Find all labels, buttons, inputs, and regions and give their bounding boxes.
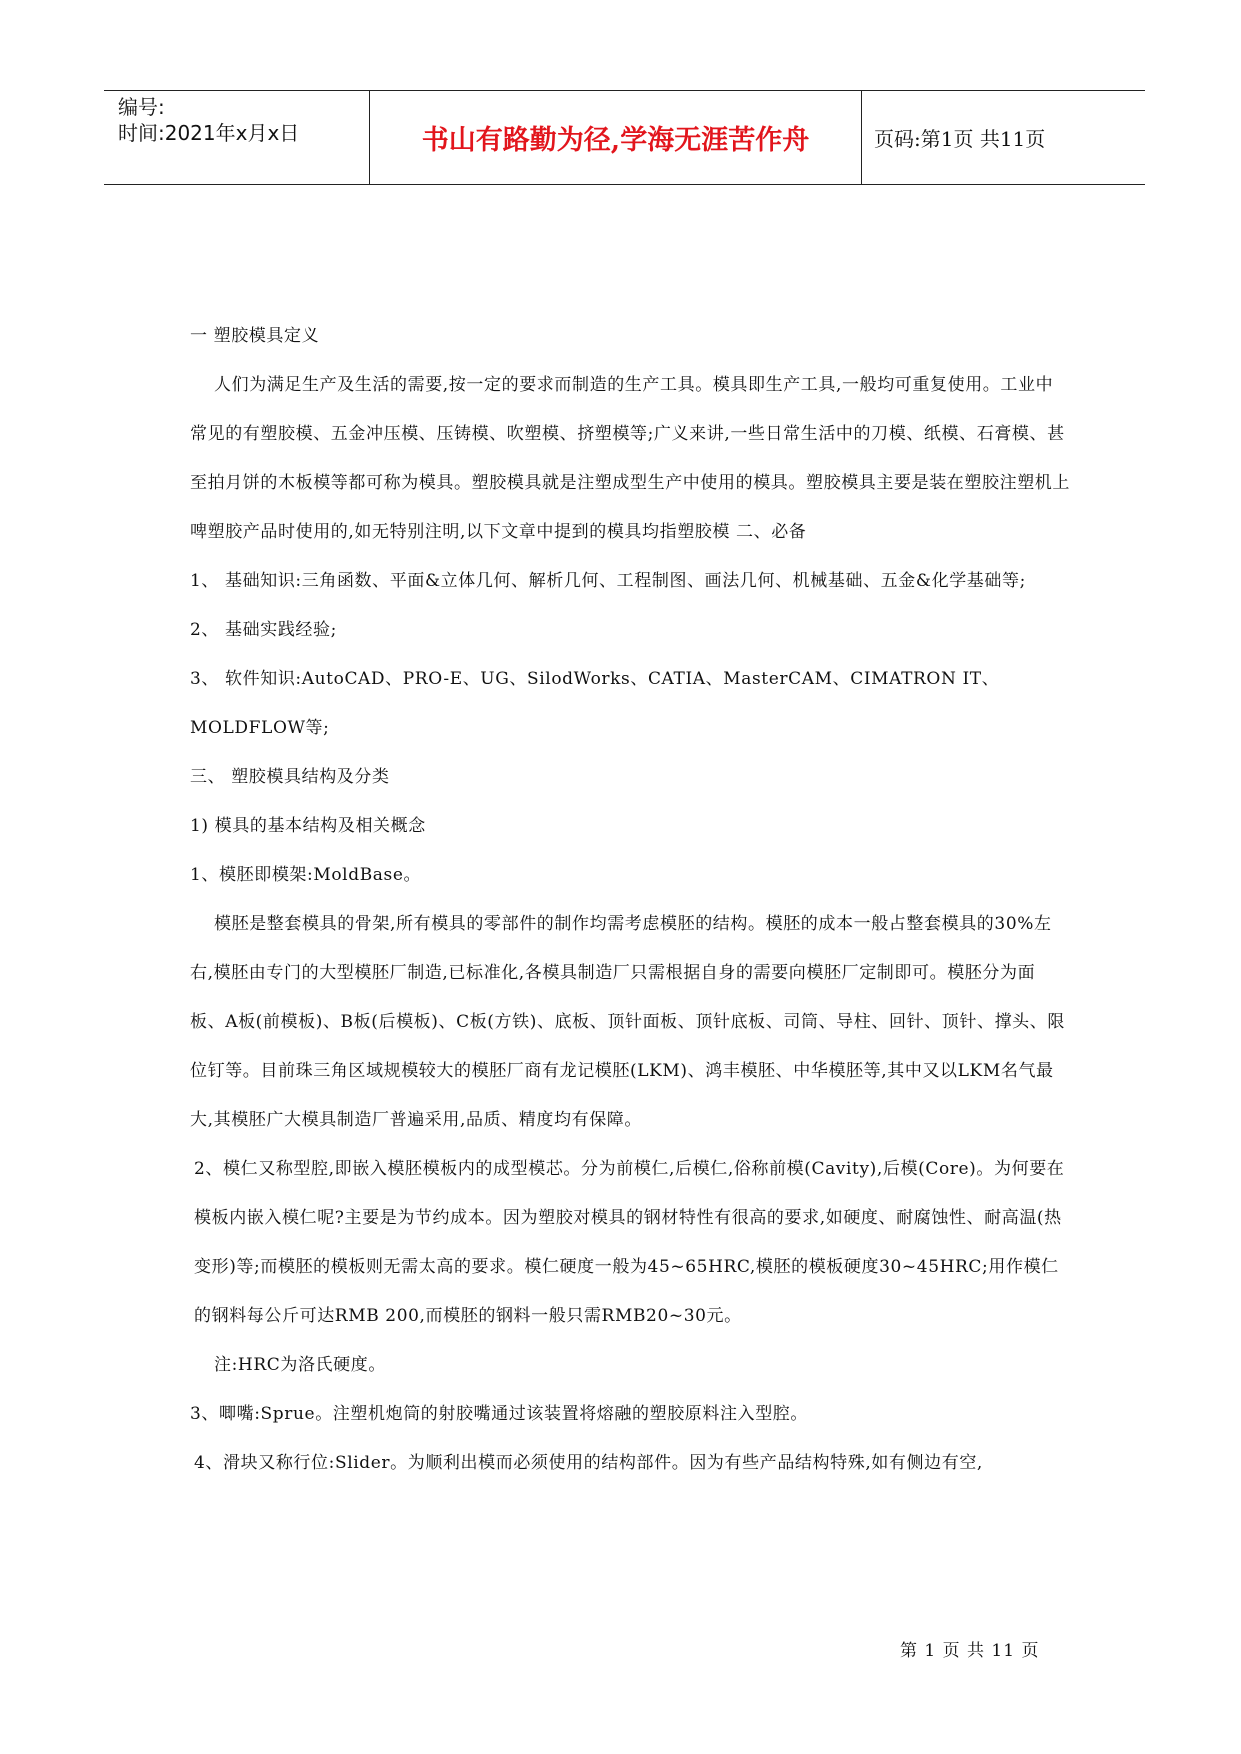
point-sprue: 3、唧嘴:Sprue。注塑机炮筒的射胶嘴通过该装置将熔融的塑胶原料注入型腔。 (190, 1404, 809, 1424)
page-header (104, 90, 1145, 185)
header-page-number: 页码:第1页 共11页 (874, 127, 1046, 151)
document-number-label: 编号: (118, 95, 165, 119)
header-divider-right (861, 91, 862, 184)
list-item-software-knowledge: 3、 软件知识:AutoCAD、PRO-E、UG、SilodWorks、CATIA、MasterCAM、CIMATRON IT、MOLDFLOW等; (190, 669, 1000, 738)
paragraph-definition: 人们为满足生产及生活的需要,按一定的要求而制造的生产工具。模具即生产工具,一般均可重复使用。工业中常见的有塑胶模、五金冲压模、压铸模、吹塑模、挤塑模等;广义来讲,一些日常生活中的刀模、纸模、石膏模、甚至拍月饼的木板模等都可称为模具。塑胶模具就是注塑成型生产中使用的模具。塑胶模具主要是装在塑胶注塑机上啤塑胶产品时使用的,如无特别注明,以下文章中提到的模具均指塑胶模 二、必备 (190, 375, 1070, 542)
note-hrc: 注:HRC为洛氏硬度。 (214, 1355, 386, 1375)
point-moldbase: 1、模胚即模架:MoldBase。 (190, 865, 422, 885)
document-body (190, 312, 1070, 1488)
subsection-title-basic-structure: 1) 模具的基本结构及相关概念 (190, 816, 426, 836)
document-time-label: 时间:2021年x月x日 (118, 121, 300, 145)
section-title-definition: 一 塑胶模具定义 (190, 326, 320, 346)
list-item-practical-experience: 2、 基础实践经验; (190, 620, 337, 640)
page-footer: 第 1 页 共 11 页 (900, 1641, 1040, 1661)
list-item-basic-knowledge: 1、 基础知识:三角函数、平面&立体几何、解析几何、工程制图、画法几何、机械基础、五金&化学基础等; (190, 571, 1026, 591)
section-title-structure: 三、 塑胶模具结构及分类 (190, 767, 390, 787)
header-motto: 书山有路勤为径,学海无涯苦作舟 (421, 125, 810, 156)
point-cavity-core: 2、模仁又称型腔,即嵌入模胚模板内的成型模芯。分为前模仁,后模仁,俗称前模(Cavity),后模(Core)。为何要在模板内嵌入模仁呢?主要是为节约成本。因为塑胶对模具的钢材特性有很高的要求,如硬度、耐腐蚀性、耐高温(热变形)等;而模胚的模板则无需太高的要求。模仁硬度一般为45~65HRC,模胚的模板硬度30~45HRC;用作模仁的钢料每公斤可达RMB 200,而模胚的钢料一般只需RMB20~30元。 (194, 1159, 1065, 1326)
paragraph-moldbase: 模胚是整套模具的骨架,所有模具的零部件的制作均需考虑模胚的结构。模胚的成本一般占整套模具的30%左右,模胚由专门的大型模胚厂制造,已标准化,各模具制造厂只需根据自身的需要向模胚厂定制即可。模胚分为面板、A板(前模板)、B板(后模板)、C板(方铁)、底板、顶针面板、顶针底板、司筒、导柱、回针、顶针、撑头、限位钉等。目前珠三角区域规模较大的模胚厂商有龙记模胚(LKM)、鸿丰模胚、中华模胚等,其中又以LKM名气最大,其模胚广大模具制造厂普遍采用,品质、精度均有保障。 (190, 914, 1065, 1130)
point-slider: 4、滑块又称行位:Slider。为顺利出模而必须使用的结构部件。因为有些产品结构特殊,如有侧边有空, (194, 1453, 983, 1473)
